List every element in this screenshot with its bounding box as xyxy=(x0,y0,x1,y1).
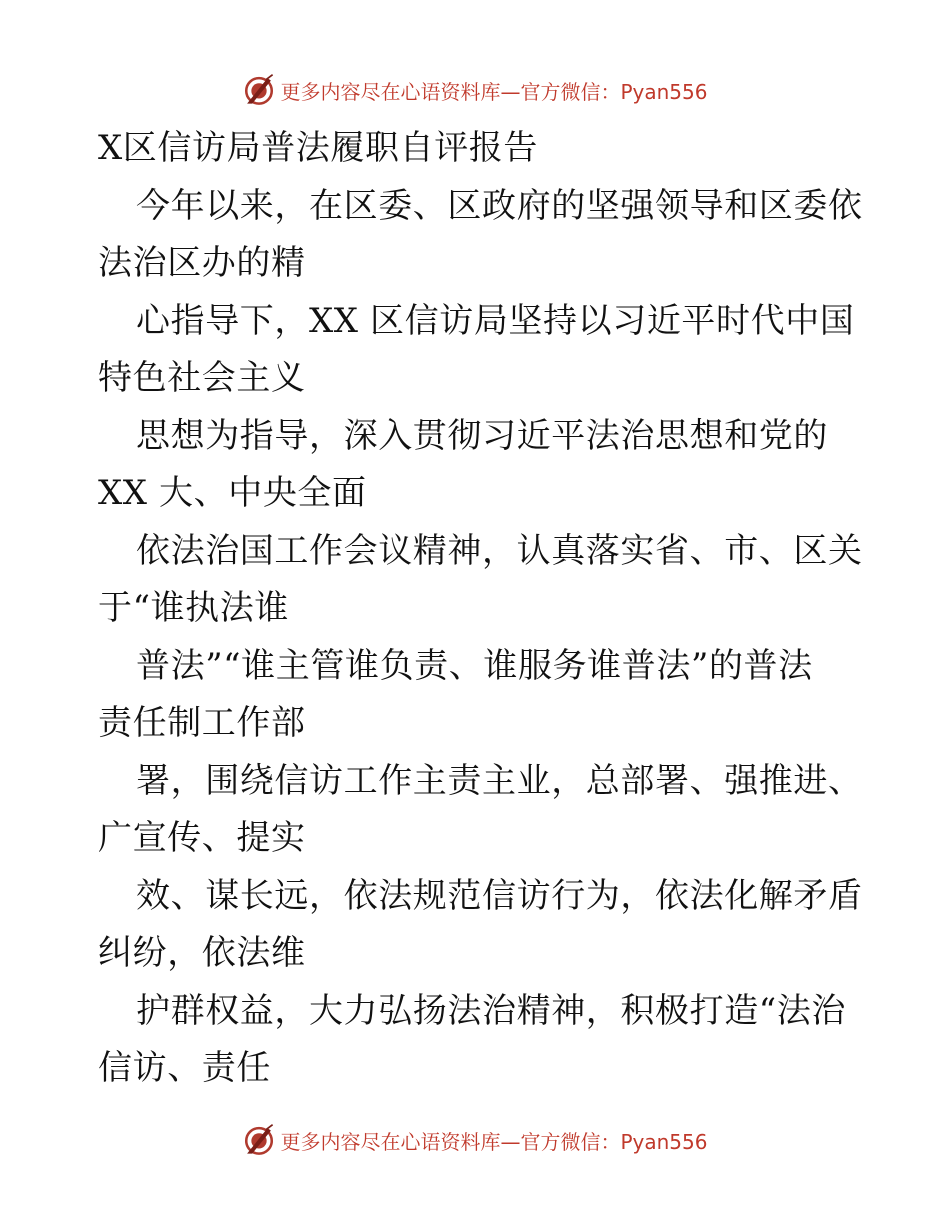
document-title: X区信访局普法履职自评报告 xyxy=(98,128,539,168)
quill-pen-logo-icon xyxy=(242,1123,276,1157)
header-banner xyxy=(0,70,950,110)
text-line: 纠纷，依法维 xyxy=(98,933,306,973)
quill-pen-logo-icon xyxy=(242,73,276,107)
text-line: 特色社会主义 xyxy=(98,358,306,398)
footer-banner xyxy=(0,1120,950,1160)
text-line: 依法治国工作会议精神，认真落实省、市、区关 xyxy=(136,530,863,571)
text-line: 法治区办的精 xyxy=(98,243,306,283)
text-line: XX 大、中央全面 xyxy=(98,473,367,513)
text-line: 广宣传、提实 xyxy=(98,818,306,858)
text-line: 心指导下，XX 区信访局坚持以习近平时代中国 xyxy=(136,300,855,341)
text-line: 护群权益，大力弘扬法治精神，积极打造“法治 xyxy=(136,990,846,1031)
text-line: 思想为指导，深入贯彻习近平法治思想和党的 xyxy=(136,415,828,456)
text-line: 信访、责任 xyxy=(98,1048,271,1088)
text-line: 今年以来，在区委、区政府的坚强领导和区委依 xyxy=(136,185,863,226)
text-line: 责任制工作部 xyxy=(98,703,306,743)
text-line: 于“谁执法谁 xyxy=(98,588,289,628)
document-body xyxy=(98,120,863,1098)
banner-text: 更多内容尽在心语资料库—官方微信：Pyan556 xyxy=(280,1129,708,1154)
banner-text: 更多内容尽在心语资料库—官方微信：Pyan556 xyxy=(280,79,708,104)
text-line: 署，围绕信访工作主责主业，总部署、强推进、 xyxy=(136,760,863,801)
text-line: 普法”“谁主管谁负责、谁服务谁普法”的普法 xyxy=(136,645,813,686)
text-line: 效、谋长远，依法规范信访行为，依法化解矛盾 xyxy=(136,875,863,916)
